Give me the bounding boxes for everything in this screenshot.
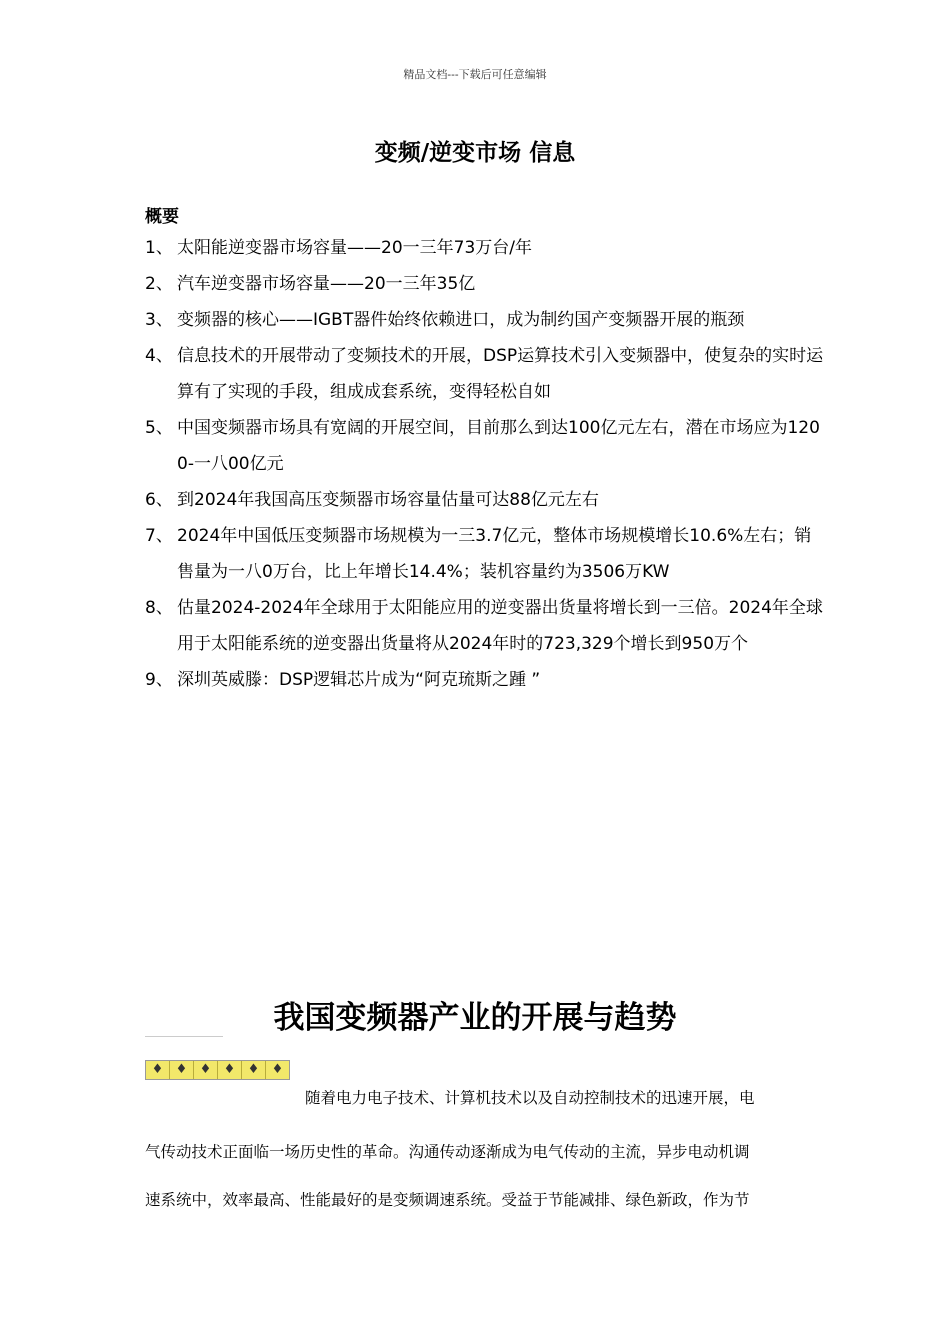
list-item-number: 5、 xyxy=(145,418,173,438)
list-item xyxy=(145,590,825,662)
list-item-number: 6、 xyxy=(145,490,173,510)
list-item xyxy=(145,410,825,482)
list-item xyxy=(145,338,825,410)
list-item-text: 深圳英威滕：DSP逻辑芯片成为“阿克琉斯之踵 ” xyxy=(177,670,541,690)
list-item xyxy=(145,482,825,518)
list-item-text: 2024年中国低压变频器市场规模为一三3.7亿元，整体市场规模增长10.6%左右；销售量为一八0万台，比上年增长14.4%；装机容量约为3506万KW xyxy=(177,526,812,582)
list-item xyxy=(145,266,825,302)
list-item-number: 4、 xyxy=(145,346,173,366)
list-item-text: 汽车逆变器市场容量——20一三年35亿 xyxy=(177,274,476,294)
paragraph-line: 速系统中，效率最高、性能最好的是变频调速系统。受益于节能减排、绿色新政，作为节 xyxy=(145,1191,750,1209)
decorative-glyph-icon: ♦ xyxy=(271,1062,284,1077)
divider xyxy=(145,1036,223,1037)
decorative-glyph-icon: ♦ xyxy=(218,1061,242,1079)
paragraph-line: 随着电力电子技术、计算机技术以及自动控制技术的迅速开展，电 xyxy=(305,1089,755,1107)
list-item xyxy=(145,230,825,266)
list-item-number: 7、 xyxy=(145,526,173,546)
list-item-text: 到2024年我国高压变频器市场容量估量可达88亿元左右 xyxy=(177,490,599,510)
decorative-glyph-icon: ♦ xyxy=(242,1061,266,1079)
list-item-number: 8、 xyxy=(145,598,173,618)
list-item-number: 9、 xyxy=(145,670,173,690)
document-title: 变频/逆变市场 信息 xyxy=(374,140,576,166)
paragraph-line: 气传动技术正面临一场历史性的革命。沟通传动逐渐成为电气传动的主流，异步电动机调 xyxy=(145,1143,750,1161)
decorative-icon-strip xyxy=(145,1060,290,1080)
section-title: 我国变频器产业的开展与趋势 xyxy=(273,1000,677,1036)
list-item xyxy=(145,302,825,338)
list-item-text: 太阳能逆变器市场容量——20一三年73万台/年 xyxy=(177,238,532,258)
decorative-glyph-icon: ♦ xyxy=(146,1061,170,1079)
summary-list xyxy=(145,230,825,698)
list-item-text: 估量2024-2024年全球用于太阳能应用的逆变器出货量将增长到一三倍。2024年全球用于太阳能系统的逆变器出货量将从2024年时的723,329个增长到950万个 xyxy=(177,598,823,654)
list-item xyxy=(145,662,825,698)
list-item-number: 3、 xyxy=(145,310,173,330)
list-item xyxy=(145,518,825,590)
page-header: 精品文档---下载后可任意编辑 xyxy=(403,68,547,81)
list-item-text: 中国变频器市场具有宽阔的开展空间，目前那么到达100亿元左右，潜在市场应为1200-一八00亿元 xyxy=(177,418,820,474)
list-item-number: 1、 xyxy=(145,238,173,258)
list-item-text: 信息技术的开展带动了变频技术的开展，DSP运算技术引入变频器中，使复杂的实时运算有了实现的手段，组成成套系统，变得轻松自如 xyxy=(177,346,824,402)
list-item-number: 2、 xyxy=(145,274,173,294)
decorative-glyph-icon: ♦ xyxy=(194,1061,218,1079)
decorative-glyph-icon: ♦ xyxy=(170,1061,194,1079)
summary-heading: 概要 xyxy=(145,207,179,227)
list-item-text: 变频器的核心——IGBT器件始终依赖进口，成为制约国产变频器开展的瓶颈 xyxy=(177,310,745,330)
